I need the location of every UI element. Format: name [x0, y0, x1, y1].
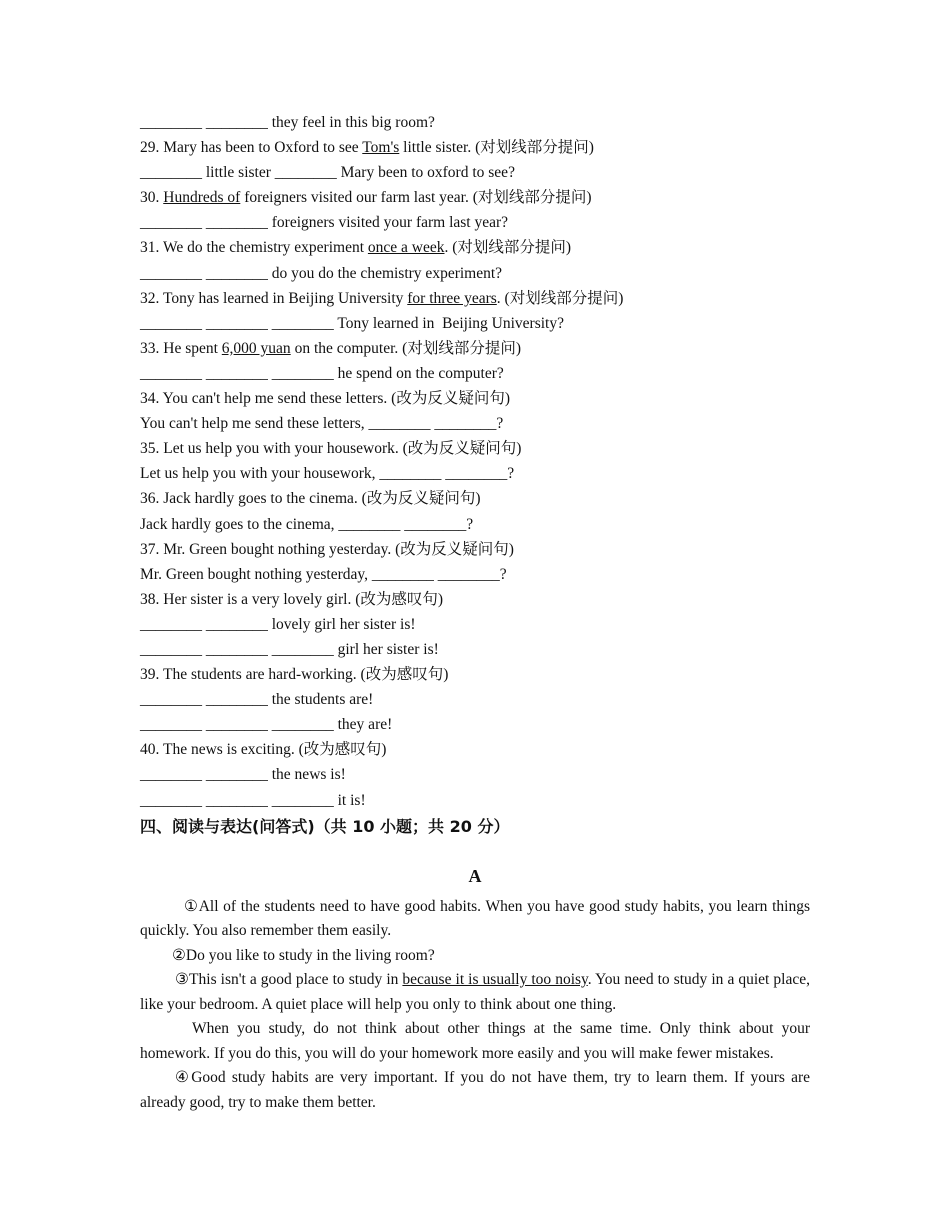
question-31: 31. We do the chemistry experiment once a week. (对划线部分提问)	[140, 239, 572, 257]
question-29: 29. Mary has been to Oxford to see Tom's little sister. (对划线部分提问)	[140, 139, 594, 157]
answer-line-35: Let us help you with your housework, ________ ________?	[140, 465, 515, 483]
answer-line-40a: ________ ________ the news is!	[140, 766, 346, 784]
answer-line-32: ________ ________ ________ Tony learned in Beijing University?	[140, 314, 564, 332]
question-40: 40. The news is exciting. (改为感叹句)	[140, 741, 387, 759]
answer-line-30: ________ ________ foreigners visited your farm last year?	[140, 214, 509, 232]
underlined-part: Tom's	[362, 139, 400, 157]
question-34: 34. You can't help me send these letters. (改为反义疑问句)	[140, 390, 511, 408]
answer-line-38b: ________ ________ ________ girl her sister is!	[140, 640, 439, 658]
underlined-part: 6,000 yuan	[221, 339, 291, 357]
answer-line-29: ________ little sister ________ Mary been to oxford to see?	[140, 164, 515, 182]
passage-paragraph-2: ②Do you like to study in the living room?	[172, 946, 435, 964]
answer-line-31: ________ ________ do you do the chemistry experiment?	[140, 264, 503, 282]
answer-line-37: Mr. Green bought nothing yesterday, ________ ________?	[140, 565, 507, 583]
answer-line-39a: ________ ________ the students are!	[140, 691, 374, 709]
answer-line-39b: ________ ________ ________ they are!	[140, 716, 393, 734]
question-30: 30. Hundreds of foreigners visited our farm last year. (对划线部分提问)	[140, 189, 592, 207]
question-39: 39. The students are hard-working. (改为感叹句)	[140, 666, 449, 684]
question-37: 37. Mr. Green bought nothing yesterday. (改为反义疑问句)	[140, 540, 514, 558]
question-36: 36. Jack hardly goes to the cinema. (改为反义疑问句)	[140, 490, 481, 508]
answer-line-38a: ________ ________ lovely girl her sister is!	[140, 615, 416, 633]
document-page	[140, 110, 810, 1115]
answer-line-40b: ________ ________ ________ it is!	[140, 791, 366, 809]
passage-paragraph-5: ④Good study habits are very important. If you do not have them, try to learn them. If yours are already good, try to make them better.	[140, 1069, 810, 1111]
question-32: 32. Tony has learned in Beijing University for three years. (对划线部分提问)	[140, 289, 624, 307]
underlined-part: for three years	[407, 289, 497, 307]
answer-line-33: ________ ________ ________ he spend on the computer?	[140, 364, 504, 382]
section-heading: 四、阅读与表达(问答式)（共 10 小题；共 20 分）	[140, 816, 510, 836]
passage-title: A	[468, 865, 482, 886]
passage-paragraph-4: When you study, do not think about other things at the same time. Only think about your homework. If you do this, you will do your homework more easily and you will make fewer mistakes.	[140, 1020, 810, 1062]
answer-line-34: You can't help me send these letters, ________ ________?	[140, 415, 504, 433]
question-33: 33. He spent 6,000 yuan on the computer. (对划线部分提问)	[140, 339, 522, 357]
passage-paragraph-1: ①All of the students need to have good habits. When you have good study habits, you learn things quickly. You also remember them easily.	[140, 897, 810, 940]
question-38: 38. Her sister is a very lovely girl. (改为感叹句)	[140, 590, 444, 608]
passage-paragraph-3: ③This isn't a good place to study in because it is usually too noisy. You need to study in a quiet place, like your bedroom. A quiet place will help you only to think about one thing.	[140, 971, 810, 1013]
underlined-part: because it is usually too noisy	[402, 971, 588, 989]
answer-line-28: ________ ________ they feel in this big room?	[140, 114, 435, 131]
question-35: 35. Let us help you with your housework. (改为反义疑问句)	[140, 440, 522, 458]
answer-line-36: Jack hardly goes to the cinema, ________ ________?	[140, 515, 474, 533]
underlined-part: Hundreds of	[163, 189, 241, 207]
underlined-part: once a week	[367, 239, 445, 257]
